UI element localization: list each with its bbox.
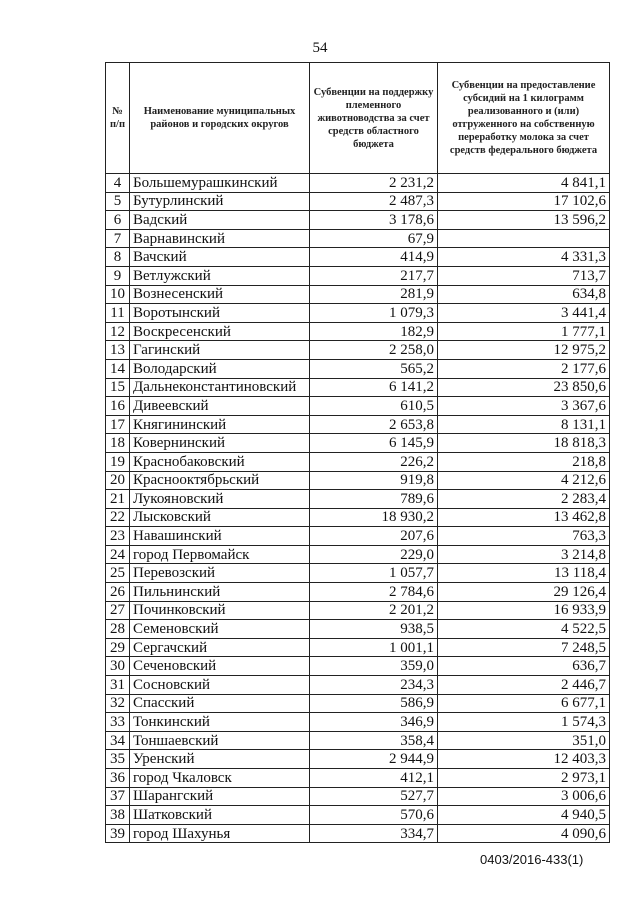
breeding-subvention-value: 1 057,7 [310, 564, 438, 583]
milk-subvention-value: 634,8 [438, 285, 610, 304]
milk-subvention-value: 2 177,6 [438, 359, 610, 378]
row-number: 10 [106, 285, 130, 304]
breeding-subvention-value: 2 944,9 [310, 750, 438, 769]
table-row [106, 527, 610, 546]
table-row [106, 824, 610, 843]
row-number: 29 [106, 638, 130, 657]
row-number: 26 [106, 583, 130, 602]
row-number: 31 [106, 676, 130, 695]
row-number: 39 [106, 824, 130, 843]
municipality-name: Семеновский [130, 620, 310, 639]
row-number: 24 [106, 545, 130, 564]
milk-subvention-value: 6 677,1 [438, 694, 610, 713]
municipality-name: Лысковский [130, 508, 310, 527]
row-number: 11 [106, 304, 130, 323]
breeding-subvention-value: 207,6 [310, 527, 438, 546]
milk-subvention-value: 1 574,3 [438, 713, 610, 732]
milk-subvention-value: 4 841,1 [438, 174, 610, 193]
row-number: 37 [106, 787, 130, 806]
milk-subvention-value: 3 006,6 [438, 787, 610, 806]
breeding-subvention-value: 2 258,0 [310, 341, 438, 360]
milk-subvention-value: 3 441,4 [438, 304, 610, 323]
row-number: 4 [106, 174, 130, 193]
municipality-name: Пильнинский [130, 583, 310, 602]
milk-subvention-value: 18 818,3 [438, 434, 610, 453]
row-number: 13 [106, 341, 130, 360]
municipality-name: Сеченовский [130, 657, 310, 676]
row-number: 38 [106, 806, 130, 825]
municipality-name: Дальнеконстантиновский [130, 378, 310, 397]
milk-subvention-value: 351,0 [438, 731, 610, 750]
milk-subvention-value: 3 214,8 [438, 545, 610, 564]
breeding-subvention-value: 182,9 [310, 322, 438, 341]
municipality-name: Тоншаевский [130, 731, 310, 750]
municipality-name: Сосновский [130, 676, 310, 695]
breeding-subvention-value: 3 178,6 [310, 211, 438, 230]
table-row [106, 731, 610, 750]
row-number: 25 [106, 564, 130, 583]
row-number: 27 [106, 601, 130, 620]
municipality-name: Большемурашкинский [130, 174, 310, 193]
table-row [106, 341, 610, 360]
municipality-name: Краснобаковский [130, 452, 310, 471]
breeding-subvention-value: 527,7 [310, 787, 438, 806]
row-number: 12 [106, 322, 130, 341]
table-row [106, 545, 610, 564]
breeding-subvention-value: 2 653,8 [310, 415, 438, 434]
row-number: 32 [106, 694, 130, 713]
table-row [106, 229, 610, 248]
breeding-subvention-value: 217,7 [310, 266, 438, 285]
municipality-name: Ковернинский [130, 434, 310, 453]
header-milk-subvention: Субвенции на предоставление субсидий на 1 килограмм реализованного и (или) отгруженного на собственную переработку молока за счет средств федерального бюджета [438, 63, 610, 174]
table-row [106, 676, 610, 695]
row-number: 22 [106, 508, 130, 527]
breeding-subvention-value: 919,8 [310, 471, 438, 490]
milk-subvention-value: 4 212,6 [438, 471, 610, 490]
table-row [106, 620, 610, 639]
breeding-subvention-value: 1 079,3 [310, 304, 438, 323]
table-row [106, 248, 610, 267]
milk-subvention-value: 29 126,4 [438, 583, 610, 602]
header-breeding-subvention: Субвенции на поддержку племенного животноводства за счет средств областного бюджета [310, 63, 438, 174]
milk-subvention-value: 7 248,5 [438, 638, 610, 657]
breeding-subvention-value: 412,1 [310, 769, 438, 788]
breeding-subvention-value: 334,7 [310, 824, 438, 843]
row-number: 36 [106, 769, 130, 788]
row-number: 21 [106, 490, 130, 509]
municipality-name: Перевозский [130, 564, 310, 583]
row-number: 28 [106, 620, 130, 639]
table-row [106, 508, 610, 527]
municipality-name: Ветлужский [130, 266, 310, 285]
table-row [106, 174, 610, 193]
table-row [106, 750, 610, 769]
row-number: 18 [106, 434, 130, 453]
row-number: 33 [106, 713, 130, 732]
milk-subvention-value: 12 975,2 [438, 341, 610, 360]
table-row [106, 806, 610, 825]
milk-subvention-value: 13 118,4 [438, 564, 610, 583]
municipality-name: город Чкаловск [130, 769, 310, 788]
document-code: 0403/2016-433(1) [480, 852, 584, 867]
breeding-subvention-value: 610,5 [310, 397, 438, 416]
table-row [106, 415, 610, 434]
table-row [106, 564, 610, 583]
table-row [106, 378, 610, 397]
row-number: 7 [106, 229, 130, 248]
breeding-subvention-value: 6 141,2 [310, 378, 438, 397]
breeding-subvention-value: 359,0 [310, 657, 438, 676]
table-row [106, 657, 610, 676]
municipality-name: город Шахунья [130, 824, 310, 843]
milk-subvention-value: 2 446,7 [438, 676, 610, 695]
municipality-name: Дивеевский [130, 397, 310, 416]
milk-subvention-value: 2 973,1 [438, 769, 610, 788]
breeding-subvention-value: 226,2 [310, 452, 438, 471]
milk-subvention-value: 636,7 [438, 657, 610, 676]
table-row [106, 266, 610, 285]
municipality-name: Навашинский [130, 527, 310, 546]
table-row [106, 304, 610, 323]
milk-subvention-value [438, 229, 610, 248]
breeding-subvention-value: 2 487,3 [310, 192, 438, 211]
municipality-name: Сергачский [130, 638, 310, 657]
row-number: 14 [106, 359, 130, 378]
row-number: 34 [106, 731, 130, 750]
row-number: 30 [106, 657, 130, 676]
breeding-subvention-value: 586,9 [310, 694, 438, 713]
table-row [106, 583, 610, 602]
table-row [106, 192, 610, 211]
municipality-name: Варнавинский [130, 229, 310, 248]
row-number: 35 [106, 750, 130, 769]
page-number: 54 [312, 40, 328, 56]
municipality-name: Вадский [130, 211, 310, 230]
breeding-subvention-value: 234,3 [310, 676, 438, 695]
table-row [106, 769, 610, 788]
milk-subvention-value: 12 403,3 [438, 750, 610, 769]
milk-subvention-value: 16 933,9 [438, 601, 610, 620]
municipality-name: Шатковский [130, 806, 310, 825]
table-row [106, 211, 610, 230]
table-row [106, 322, 610, 341]
header-number: № п/п [106, 63, 130, 174]
table-row [106, 359, 610, 378]
table-row [106, 490, 610, 509]
breeding-subvention-value: 570,6 [310, 806, 438, 825]
milk-subvention-value: 713,7 [438, 266, 610, 285]
municipality-name: Воротынский [130, 304, 310, 323]
breeding-subvention-value: 938,5 [310, 620, 438, 639]
row-number: 5 [106, 192, 130, 211]
municipality-name: Спасский [130, 694, 310, 713]
row-number: 15 [106, 378, 130, 397]
breeding-subvention-value: 1 001,1 [310, 638, 438, 657]
subsidies-table [105, 62, 610, 843]
breeding-subvention-value: 67,9 [310, 229, 438, 248]
breeding-subvention-value: 346,9 [310, 713, 438, 732]
table-row [106, 694, 610, 713]
municipality-name: Гагинский [130, 341, 310, 360]
row-number: 16 [106, 397, 130, 416]
table-header-row [106, 63, 610, 174]
milk-subvention-value: 3 367,6 [438, 397, 610, 416]
table-row [106, 452, 610, 471]
table-row [106, 787, 610, 806]
table-row [106, 285, 610, 304]
row-number: 17 [106, 415, 130, 434]
municipality-name: Лукояновский [130, 490, 310, 509]
table-row [106, 601, 610, 620]
municipality-name: Бутурлинский [130, 192, 310, 211]
milk-subvention-value: 763,3 [438, 527, 610, 546]
table-row [106, 713, 610, 732]
breeding-subvention-value: 2 201,2 [310, 601, 438, 620]
municipality-name: Починковский [130, 601, 310, 620]
breeding-subvention-value: 414,9 [310, 248, 438, 267]
milk-subvention-value: 4 331,3 [438, 248, 610, 267]
row-number: 8 [106, 248, 130, 267]
breeding-subvention-value: 358,4 [310, 731, 438, 750]
municipality-name: город Первомайск [130, 545, 310, 564]
milk-subvention-value: 4 522,5 [438, 620, 610, 639]
breeding-subvention-value: 229,0 [310, 545, 438, 564]
municipality-name: Княгининский [130, 415, 310, 434]
row-number: 9 [106, 266, 130, 285]
milk-subvention-value: 23 850,6 [438, 378, 610, 397]
municipality-name: Воскресенский [130, 322, 310, 341]
milk-subvention-value: 1 777,1 [438, 322, 610, 341]
breeding-subvention-value: 565,2 [310, 359, 438, 378]
row-number: 19 [106, 452, 130, 471]
municipality-name: Вознесенский [130, 285, 310, 304]
municipality-name: Тонкинский [130, 713, 310, 732]
municipality-name: Уренский [130, 750, 310, 769]
milk-subvention-value: 8 131,1 [438, 415, 610, 434]
table-row [106, 397, 610, 416]
municipality-name: Володарский [130, 359, 310, 378]
milk-subvention-value: 13 596,2 [438, 211, 610, 230]
municipality-name: Шарангский [130, 787, 310, 806]
breeding-subvention-value: 789,6 [310, 490, 438, 509]
breeding-subvention-value: 2 784,6 [310, 583, 438, 602]
breeding-subvention-value: 2 231,2 [310, 174, 438, 193]
milk-subvention-value: 4 940,5 [438, 806, 610, 825]
milk-subvention-value: 17 102,6 [438, 192, 610, 211]
municipality-name: Вачский [130, 248, 310, 267]
row-number: 6 [106, 211, 130, 230]
milk-subvention-value: 218,8 [438, 452, 610, 471]
row-number: 20 [106, 471, 130, 490]
table-row [106, 638, 610, 657]
table-row [106, 434, 610, 453]
milk-subvention-value: 4 090,6 [438, 824, 610, 843]
breeding-subvention-value: 6 145,9 [310, 434, 438, 453]
breeding-subvention-value: 18 930,2 [310, 508, 438, 527]
municipality-name: Краснооктябрьский [130, 471, 310, 490]
milk-subvention-value: 2 283,4 [438, 490, 610, 509]
table-row [106, 471, 610, 490]
breeding-subvention-value: 281,9 [310, 285, 438, 304]
row-number: 23 [106, 527, 130, 546]
header-municipality-name: Наименование муниципальных районов и городских округов [130, 63, 310, 174]
milk-subvention-value: 13 462,8 [438, 508, 610, 527]
